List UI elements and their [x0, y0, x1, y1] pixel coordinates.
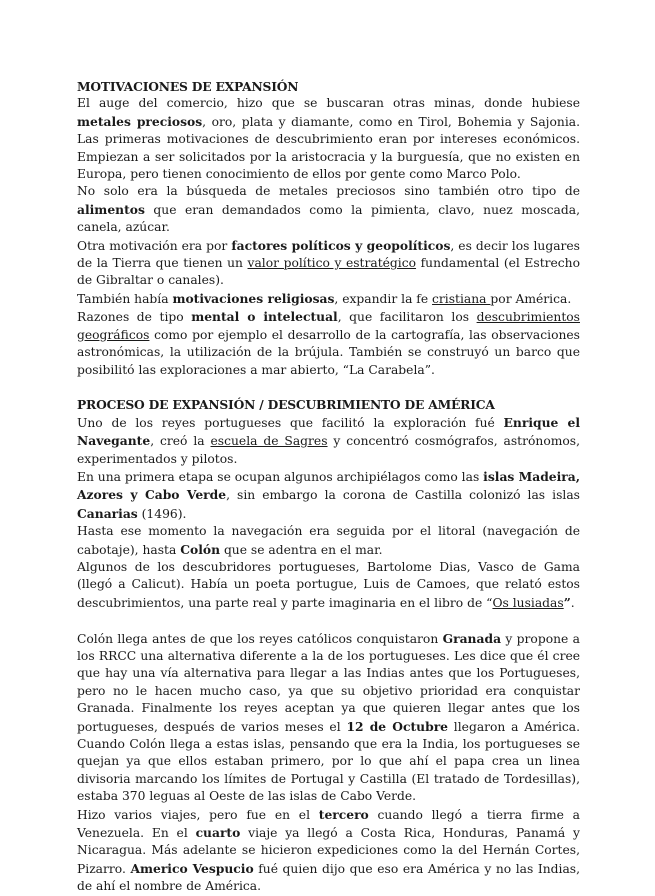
text-run: fundamental (el Estrecho de Gibraltar o canales). [77, 256, 580, 288]
text-run: que eran demandados como la pimienta, clavo, nuez moscada, canela, azúcar. [77, 202, 580, 235]
paragraph [77, 630, 580, 806]
bold-text: motivaciones religiosas [172, 290, 335, 306]
text-run: Colón llega antes de que los reyes católicos conquistaron [77, 631, 443, 646]
text-run: No solo era la búsqueda de metales preciosos sino también otro tipo de [77, 184, 580, 199]
text-run: , oro, plata y diamante, como en Tirol, Bohemia y Sajonia. Las primeras motivaciones de descubrimiento eran por intereses económicos. Empiezan a ser solicitados por la aristocracia y la burguesía, que no existen en Europa, pero tienen conocimiento de ellos por gente como Marco Polo. [77, 114, 580, 182]
underlined-text: escuela de Sagres [210, 434, 328, 449]
paragraph [77, 183, 580, 236]
bold-text: tercero [318, 806, 369, 822]
text-run: Razones de tipo [77, 310, 192, 325]
text-run: llegaron a América. Cuando Colón llega a estas islas, pensando que era la India, los portugueses se quejan ya que ellos estaban primero, por lo que ahí el papa crea un linea divisoria marcando los límites de Portugal y Castilla (El tratado de Tordesillas), estaba 370 leguas al Oeste de las islas de Cabo Verde. [77, 719, 580, 804]
text-run: , sin embargo la corona de Castilla colonizó las islas [226, 488, 580, 503]
text-run: Hizo varios viajes, pero fue en el [77, 807, 319, 822]
text-run: Algunos de los descubridores portugueses, Bartolome Dias, Vasco de Gama (llegó a Calicut). Había un poeta portugue, Luis de Camoes, que relató estos descubrimientos, una parte real y parte imaginaria en el libro de “ [77, 559, 580, 610]
bold-text: 12 de Octubre [346, 718, 449, 734]
text-run: Otra motivación era por [77, 238, 232, 253]
bold-text: factores políticos y geopolíticos [231, 237, 451, 253]
bold-text: ” [563, 594, 571, 610]
paragraph [77, 237, 580, 290]
paragraph [77, 559, 580, 612]
paragraph [77, 414, 580, 468]
spacer [77, 612, 580, 629]
text-run: Hasta ese momento la navegación era seguida por el litoral (navegación de cabotaje), hasta [77, 524, 580, 557]
bold-text: Colón [180, 541, 221, 557]
bold-text: Granada [442, 630, 502, 646]
underlined-text: cristiana [432, 291, 491, 306]
text-run: Uno de los reyes portugueses que facilitó la exploración fué [77, 415, 504, 430]
text-run: y propone a los RRCC una alternativa diferente a la de los portugueses. Les dice que él cree que hay una vía alternativa para llegar a las Indias antes que los Portugueses, pero no le hacen mucho caso, ya que su objetivo prioridad era conquistar Granada. Finalmente los reyes aceptan ya que quieren llegar antes que los portugueses, después de varios meses el [77, 631, 580, 734]
text-run: , que facilitaron los [337, 310, 477, 325]
paragraph [77, 468, 580, 523]
bold-text: Enrique el Navegante [77, 414, 581, 449]
text-run: que se adentra en el mar. [220, 542, 383, 557]
text-run: (1496). [137, 506, 187, 521]
spacer [77, 379, 580, 396]
text-run: fué quien dijo que eso era América y no las Indias, de ahí el nombre de América. [77, 861, 581, 894]
text-run: como por ejemplo el desarrollo de la cartografía, las observaciones astronómicas, la utilización de la brújula. También se construyó un barco que posibilitó las exploraciones a mar abierto, “La Carabela”. [77, 327, 580, 377]
paragraph [77, 308, 580, 379]
bold-text: metales preciosos [77, 113, 203, 129]
text-run: cuando llegó a tierra firme a Venezuela. En el [77, 807, 581, 841]
paragraph [77, 806, 580, 896]
section-heading: MOTIVACIONES DE EXPANSIÓN [77, 79, 299, 94]
text-run: , creó la [150, 434, 211, 449]
text-run: , es decir los lugares de la Tierra que tienen un [77, 238, 580, 271]
section-motivaciones [77, 78, 580, 379]
text-run: También había [77, 291, 173, 306]
bold-text: islas Madeira, Azores y Cabo Verde [77, 468, 581, 503]
bold-text: mental o intelectual [191, 309, 338, 325]
text-run: y concentró cosmógrafos, astrónomos, experimentados y pilotos. [77, 434, 581, 466]
underlined-text: Os lusiadas [492, 595, 564, 610]
section-proceso [77, 396, 580, 895]
bold-text: cuarto [195, 825, 241, 841]
underlined-text: valor político y estratégico [247, 256, 417, 271]
paragraph [77, 523, 580, 559]
paragraph [77, 290, 580, 308]
bold-text: alimentos [77, 201, 145, 217]
text-run: En una primera etapa se ocupan algunos archipiélagos como las [77, 469, 484, 484]
text-run: viaje ya llegó a Costa Rica, Honduras, Panamá y Nicaragua. Más adelante se hicieron expediciones como la del Hernán Cortes, Pizarro. [77, 826, 580, 876]
paragraph [77, 95, 580, 183]
bold-text: Canarias [77, 505, 138, 521]
text-run: , expandir la fe [334, 291, 433, 306]
text-run: por América. [490, 291, 572, 306]
underlined-text: descubrimientos geográficos [77, 310, 580, 342]
section-heading: PROCESO DE EXPANSIÓN / DESCUBRIMIENTO DE AMÉRICA [77, 397, 495, 413]
text-run: . [570, 595, 575, 610]
text-run: El auge del comercio, hizo que se buscaran otras minas, donde hubiese [77, 96, 580, 111]
bold-text: Americo Vespucio [130, 860, 254, 876]
